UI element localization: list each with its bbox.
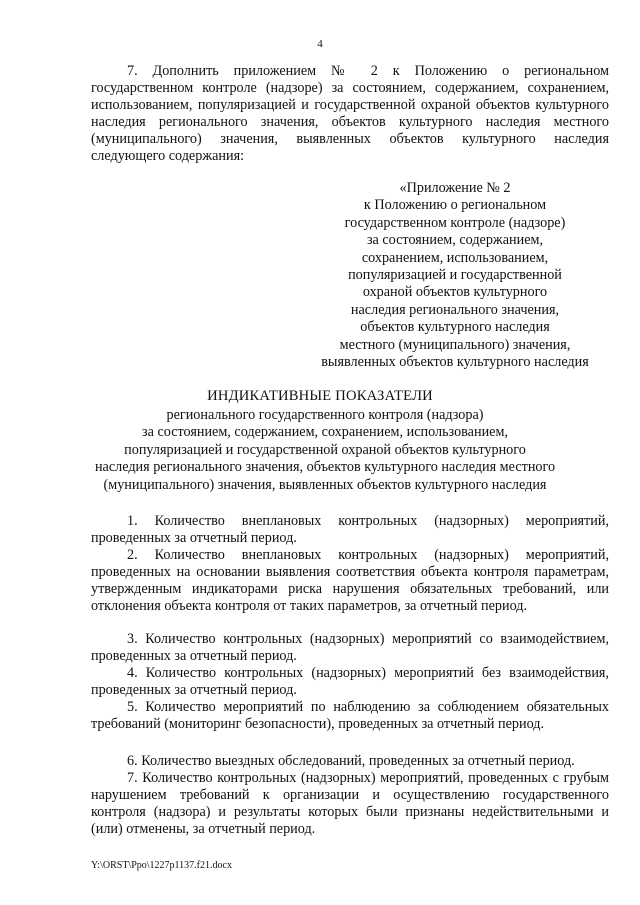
indicators-subtitle xyxy=(60,407,590,494)
intro-paragraph: 7. Дополнить приложением № 2 к Положению о региональном государственном контроле (надзоре) за состоянием, содержанием, сохранением, использованием, популяризацией и государственной охраной объектов культурного наследия регионального значения, объектов культурного наследия местного (муниципального) значения, выявленных объектов культурного наследия следующего содержания: xyxy=(91,63,609,164)
indicator-item-6: 6. Количество выездных обследований, проведенных за отчетный период. xyxy=(127,753,575,769)
subtitle-line: за состоянием, содержанием, сохранением, использованием, xyxy=(142,424,508,441)
indicator-item-7: 7. Количество контрольных (надзорных) мероприятий, проведенных с грубым нарушением требований к организации и осуществлению государственного контроля (надзора) и результаты которых были признаны недействительными и (или) отменены, за отчетный период. xyxy=(91,770,609,837)
appendix-line: за состоянием, содержанием, xyxy=(366,232,544,249)
subtitle-line: наследия регионального значения, объектов культурного наследия местного xyxy=(94,459,556,476)
appendix-line: объектов культурного наследия xyxy=(360,319,550,336)
appendix-line: наследия регионального значения, xyxy=(350,301,560,318)
subtitle-line: (муниципального) значения, выявленных объектов культурного наследия xyxy=(103,476,547,493)
subtitle-line: популяризацией и государственной охраной объектов культурного xyxy=(124,441,526,458)
footer-file-path: Y:\ORST\Ppo\1227p1137.f21.docx xyxy=(91,860,232,871)
indicator-item-5: 5. Количество мероприятий по наблюдению за соблюдением обязательных требований (мониторинг безопасности), проведенных за отчетный период. xyxy=(91,699,609,732)
indicator-item-3: 3. Количество контрольных (надзорных) мероприятий со взаимодействием, проведенных за отчетный период. xyxy=(91,631,609,664)
appendix-header xyxy=(300,180,610,371)
indicators-title: ИНДИКАТИВНЫЕ ПОКАЗАТЕЛИ xyxy=(207,388,433,404)
appendix-line: местного (муниципального) значения, xyxy=(339,336,571,353)
appendix-line: охраной объектов культурного xyxy=(362,284,548,301)
appendix-line: выявленных объектов культурного наследия xyxy=(321,354,589,371)
indicator-item-1: 1. Количество внеплановых контрольных (надзорных) мероприятий, проведенных за отчетный период. xyxy=(91,513,609,546)
appendix-line: к Положению о региональном xyxy=(363,197,547,214)
appendix-line: «Приложение № 2 xyxy=(399,180,511,196)
appendix-line: сохранением, использованием, xyxy=(361,249,549,266)
indicator-item-2: 2. Количество внеплановых контрольных (надзорных) мероприятий, проведенных на основании выявления соответствия объекта контроля параметрам, утвержденным индикаторами риска нарушения обязательных требований, или отклонения объекта контроля от таких параметров, за отчетный период. xyxy=(91,547,609,614)
appendix-line: государственном контроле (надзоре) xyxy=(344,214,566,231)
appendix-line: популяризацией и государственной xyxy=(348,267,562,284)
page-number: 4 xyxy=(317,38,323,50)
indicator-item-4: 4. Количество контрольных (надзорных) мероприятий без взаимодействия, проведенных за отчетный период. xyxy=(91,665,609,698)
subtitle-line: регионального государственного контроля (надзора) xyxy=(166,407,484,423)
